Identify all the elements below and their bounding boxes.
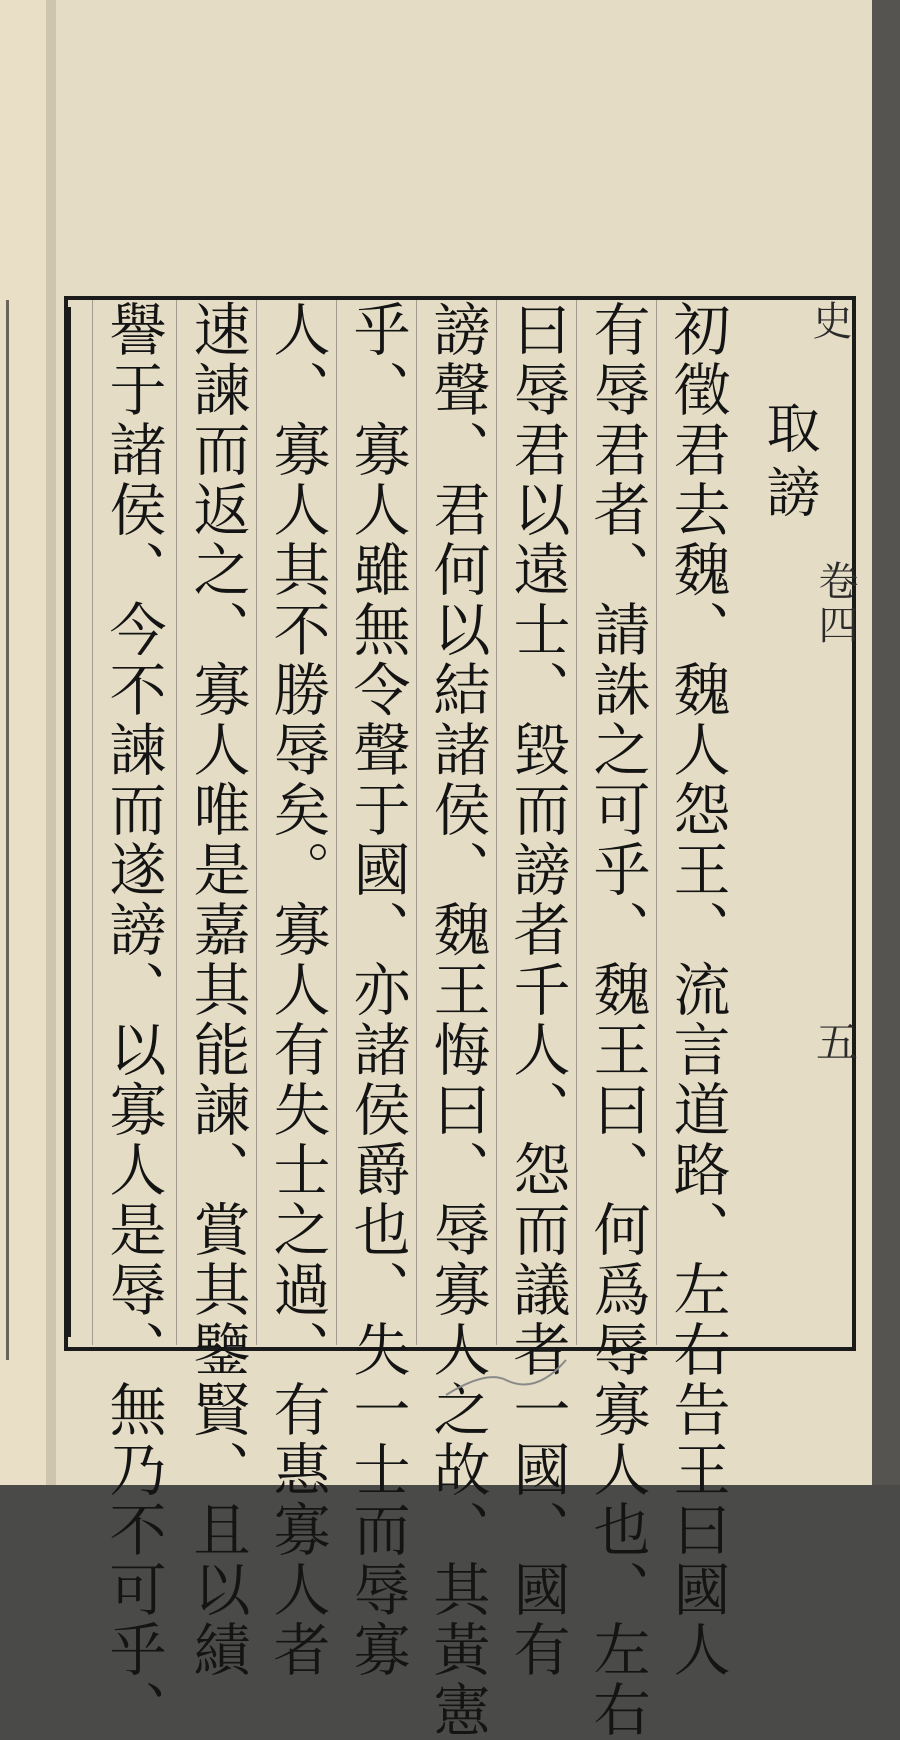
text-column-5: 乎、寡人雖無令聲于國、亦諸侯爵也、失一士而辱寡: [336, 300, 417, 1345]
text-column-6: 人、寡人其不勝辱矣。寡人有失士之過、有惠寡人者: [256, 300, 337, 1345]
page-edge-shadow: [872, 0, 900, 1485]
folio-number: 五: [810, 1020, 859, 1062]
text-column-1: 初徵君去魏、魏人怨王、流言道路、左右告王曰國人: [656, 300, 737, 1345]
facing-page-edge: [0, 0, 48, 1485]
text-column-8: 譽于諸侯、今不諫而遂謗、以寡人是辱、無乃不可乎、: [92, 300, 173, 1345]
pencil-mark: [436, 1350, 576, 1410]
text-column-4: 謗聲、君何以結諸侯、魏王悔曰、辱寡人之故、其黃憲: [416, 300, 497, 1345]
section-title: 取謗: [758, 400, 821, 528]
facing-page-border: [6, 300, 9, 1360]
text-column-3: 曰辱君以遠士、毀而謗者千人、怨而議者一國、國有: [496, 300, 577, 1345]
text-column-7: 速諫而返之、寡人唯是嘉其能諫、賞其鑒賢、且以績: [176, 300, 257, 1345]
running-title: 史: [806, 300, 852, 340]
volume-marker: 卷四: [812, 560, 858, 648]
text-column-2: 有辱君者、請誅之可乎、魏王曰、何爲辱寡人也、左右: [576, 300, 657, 1345]
book-page: [56, 0, 872, 1740]
frame-inner-rule: [68, 307, 79, 1337]
